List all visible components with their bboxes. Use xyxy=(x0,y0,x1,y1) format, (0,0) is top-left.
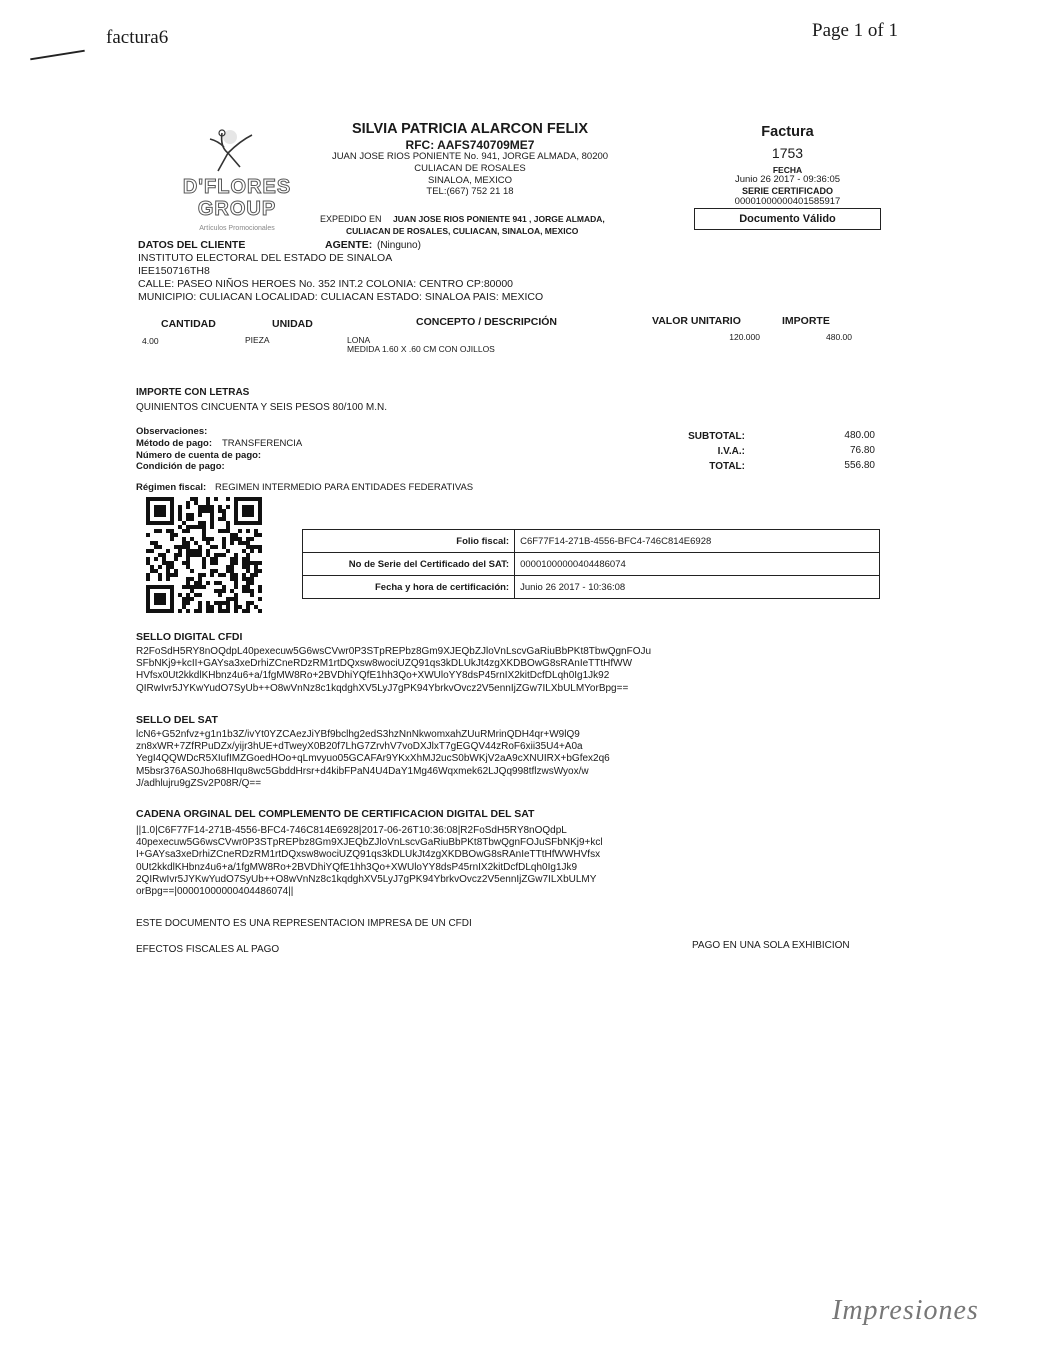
subtotal-label: SUBTOTAL: xyxy=(688,431,745,442)
folio-label: Folio fiscal: xyxy=(303,530,515,553)
client-rfc: IEE150716TH8 xyxy=(138,265,210,277)
handwritten-note: Impresiones xyxy=(832,1295,979,1326)
document-name: factura6 xyxy=(106,27,169,48)
issuer-phone: TEL:(667) 752 21 18 xyxy=(426,186,514,197)
folio-row xyxy=(303,530,880,553)
fecha-cert-label: Fecha y hora de certificación: xyxy=(303,576,515,599)
regimen-label: Régimen fiscal: xyxy=(136,482,207,493)
representacion-text: ESTE DOCUMENTO ES UNA REPRESENTACION IMPRESA DE UN CFDI xyxy=(136,918,472,929)
issuer-address-1: JUAN JOSE RIOS PONIENTE No. 941, JORGE ALMADA, 80200 xyxy=(331,151,609,162)
col-concepto: CONCEPTO / DESCRIPCIÓN xyxy=(416,316,557,328)
fecha-label: FECHA xyxy=(772,165,803,175)
serie-sat-value: 00001000000404486074 xyxy=(515,553,880,576)
condicion-pago-label: Condición de pago: xyxy=(136,461,225,472)
invoice-date: Junio 26 2017 - 09:36:05 xyxy=(734,174,841,185)
iva-label: I.V.A.: xyxy=(717,446,745,457)
metodo-pago-value: TRANSFERENCIA xyxy=(222,438,303,449)
cadena-line: ||1.0|C6F77F14-271B-4556-BFC4-746C814E6928|2017-06-26T10:36:08|R2FoSdH5RY8nOQdpL xyxy=(136,825,567,836)
company-logo xyxy=(182,127,292,239)
sello-sat-block xyxy=(136,729,610,790)
agent-label: AGENTE: xyxy=(325,239,373,251)
total-label: TOTAL: xyxy=(709,461,745,472)
sello-sat-line: YegI4QQWDcR5XIufIMZGoedHOo+qLmvyuo05GCAFAr9YKxXhMJ2ucS0bWKjV2aA9cXNUIRX+bGfex2q6 xyxy=(136,753,610,765)
pago-exhibicion-text: PAGO EN UNA SOLA EXHIBICION xyxy=(692,940,850,951)
cadena-line: I+GAYsa3xeDrhiZCneRDzRM1rtDQxsw8wociUZQ91qs3kDLUkJt4zgXKDBOwG8sRAnIeTTtHfWWHVfsx xyxy=(136,849,601,861)
sello-sat-line: zn8xWR+7ZfRPuDZx/yijr3hUE+dTweyX0B20f7LhG7ZrvhV7voDXJlxT7gEGQV44zRoF6xii35U4+A0a xyxy=(136,741,583,753)
iva-value: 76.80 xyxy=(849,445,875,456)
serie-sat-row xyxy=(303,553,880,576)
qr-code xyxy=(146,497,262,613)
issuer-address-2: CULIACAN DE ROSALES xyxy=(414,163,526,174)
folio-value: C6F77F14-271B-4556-BFC4-746C814E6928 xyxy=(515,530,880,553)
regimen-value: REGIMEN INTERMEDIO PARA ENTIDADES FEDERATIVAS xyxy=(215,482,474,493)
item-valor-unitario: 120.000 xyxy=(729,332,760,342)
serie-certificado: 00001000000401585917 xyxy=(734,196,841,207)
logo-line1: D'FLORES xyxy=(182,176,292,198)
sello-cfdi-line: HVfsx0Ut2kkdlKHbnz4u6+a/1fgMW8Ro+2BVDhiYQfE1hh3Qo+XWUloYY8dsP45rnIX2kitDcfDLqh0Ig1Jk92 xyxy=(136,670,610,682)
observaciones-label: Observaciones: xyxy=(136,426,208,437)
sello-cfdi-line: QIRwIvr5JYKwYudO7SyUb++O8wVnNz8c1kqdghXV5LyJ7gPK94YbrkvOvcz2V5ennIjZGw7ILXbULMYorBpg== xyxy=(136,682,629,694)
pen-stroke xyxy=(30,50,85,61)
item-unidad: PIEZA xyxy=(245,335,270,345)
subtotal-value: 480.00 xyxy=(844,430,875,441)
sello-cfdi-label: SELLO DIGITAL CFDI xyxy=(136,631,243,643)
logo-figure-icon xyxy=(200,127,260,177)
expedido-label: EXPEDIDO EN xyxy=(320,214,382,224)
serie-sat-label: No de Serie del Certificado del SAT: xyxy=(303,553,515,576)
cadena-line: 0Ut2kkdlKHbnz4u6+a/1fgMW8Ro+2BVDhiYQfE1hh3Qo+XWUloYY8dsP45rnIX2kitDcfDLqh0Ig1Jk9 xyxy=(136,861,578,873)
efectos-fiscales-text: EFECTOS FISCALES AL PAGO xyxy=(136,944,280,955)
col-valor-unitario: VALOR UNITARIO xyxy=(652,315,741,327)
issuer-name: SILVIA PATRICIA ALARCON FELIX xyxy=(351,121,589,137)
client-name: INSTITUTO ELECTORAL DEL ESTADO DE SINALOA xyxy=(138,252,393,264)
client-section-label: DATOS DEL CLIENTE xyxy=(138,239,246,251)
col-cantidad: CANTIDAD xyxy=(161,318,216,330)
logo-tagline: Artículos Promocionales xyxy=(199,225,275,232)
sello-sat-line: lcN6+G52nfvz+g1n1b3Z/ivYt0YZCAezJiYBf9bclhg2edS3hzNnNkwomxahZUuRMrinQDH4qr+W9lQ9 xyxy=(136,729,580,740)
item-detalle: MEDIDA 1.60 X .60 CM CON OJILLOS xyxy=(347,344,495,354)
col-unidad: UNIDAD xyxy=(272,318,313,330)
fecha-cert-value: Junio 26 2017 - 10:36:08 xyxy=(515,576,880,599)
serie-label: SERIE CERTIFICADO xyxy=(741,186,833,196)
invoice-number: 1753 xyxy=(771,145,804,161)
cuenta-pago-label: Número de cuenta de pago: xyxy=(136,450,262,461)
agent-value: (Ninguno) xyxy=(377,240,421,251)
certification-table xyxy=(302,529,880,599)
importe-letras-label: IMPORTE CON LETRAS xyxy=(136,387,250,398)
cadena-line: 40pexecuw5G6wsCVwr0P3STpREPbz8Gm9XJEQbZJloVnLscvGaRiuBbPKt8TbwQgnFOJuSFbNKj9+kcl xyxy=(136,837,603,849)
metodo-pago-label: Método de pago: xyxy=(136,438,212,449)
client-city: MUNICIPIO: CULIACAN LOCALIDAD: CULIACAN ESTADO: SINALOA PAIS: MEXICO xyxy=(138,291,544,303)
sello-sat-label: SELLO DEL SAT xyxy=(136,714,218,726)
issuer-address-3: SINALOA, MEXICO xyxy=(428,175,512,186)
sello-cfdi-block xyxy=(136,646,651,695)
documento-valido-badge: Documento Válido xyxy=(694,208,881,230)
cadena-line: 2QIRwIvr5JYKwYudO7SyUb++O8wVnNz8c1kqdghXV5LyJ7gPK94YbrkvOvcz2V5ennIjZGw7ILXbULMY xyxy=(136,873,597,885)
cadena-line: orBpg==|00001000000404486074|| xyxy=(136,886,294,898)
qr-code-image xyxy=(146,497,262,613)
expedido-line-1: JUAN JOSE RIOS PONIENTE 941 , JORGE ALMADA, xyxy=(393,214,605,224)
page-indicator: Page 1 of 1 xyxy=(812,20,899,41)
item-importe: 480.00 xyxy=(826,332,852,342)
sello-sat-line: J/adhlujru9gZSv2P08R/Q== xyxy=(136,777,262,789)
total-value: 556.80 xyxy=(844,460,875,471)
item-cantidad: 4.00 xyxy=(142,336,159,346)
item-concepto: LONA xyxy=(347,335,371,345)
sello-cfdi-line: R2FoSdH5RY8nOQdpL40pexecuw5G6wsCVwr0P3STpREPbz8Gm9XJEQbZJloVnLscvGaRiuBbPKt8TbwQgnFOJu xyxy=(136,646,652,657)
expedido-line-2: CULIACAN DE ROSALES, CULIACAN, SINALOA, MEXICO xyxy=(346,226,579,236)
cadena-block xyxy=(136,825,603,898)
sello-sat-line: M5bsr376AS0Jho68HIqu8wc5GbddHrsr+d4kibFPaN4U4DaY1Mg46Wqxmek62LJQq998tflzwsWyox/w xyxy=(136,765,589,777)
fecha-cert-row xyxy=(303,576,880,599)
logo-line2: GROUP xyxy=(197,198,277,220)
sello-cfdi-line: SFbNKj9+kcII+GAYsa3xeDrhiZCneRDzRM1rtDQxsw8wociUZQ91qs3kDLUkJt4zgXKDBOwG8sRAnIeTTtHfWW xyxy=(136,658,633,670)
importe-letras-value: QUINIENTOS CINCUENTA Y SEIS PESOS 80/100 M.N. xyxy=(136,402,388,413)
issuer-rfc: RFC: AAFS740709ME7 xyxy=(405,138,535,152)
col-importe: IMPORTE xyxy=(782,315,830,327)
invoice-title: Factura xyxy=(761,124,814,140)
cadena-label: CADENA ORGINAL DEL COMPLEMENTO DE CERTIFICACION DIGITAL DEL SAT xyxy=(136,808,535,820)
client-street: CALLE: PASEO NIÑOS HEROES No. 352 INT.2 COLONIA: CENTRO CP:80000 xyxy=(138,278,514,290)
